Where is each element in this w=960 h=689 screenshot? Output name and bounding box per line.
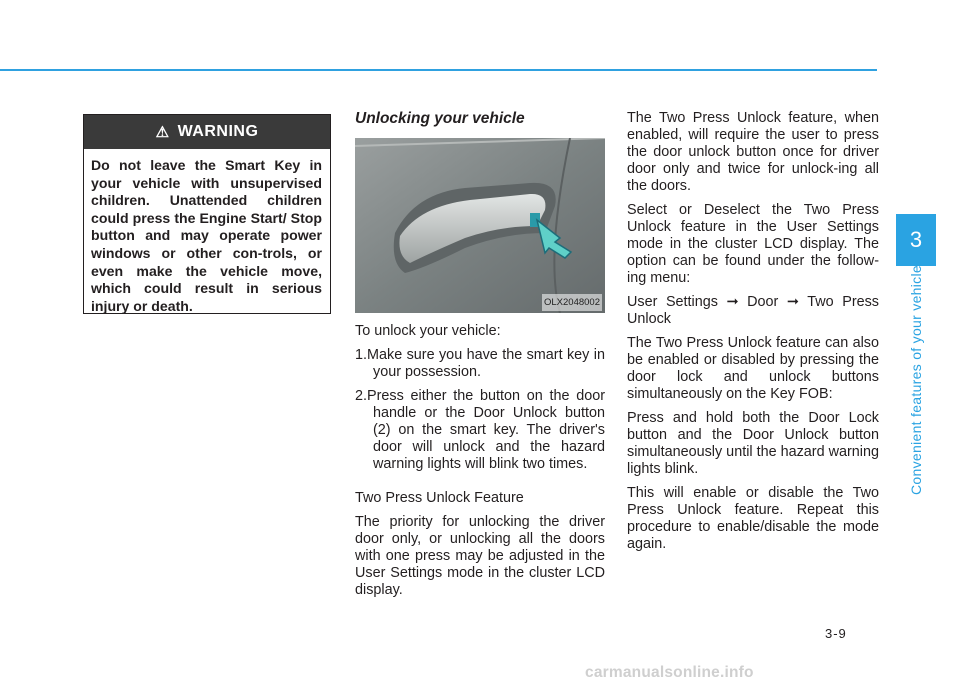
unlocking-section xyxy=(355,110,605,606)
paragraph-5: Press and hold both the Door Lock button and the Door Unlock button simultaneously until the hazard warning lights blink. xyxy=(627,410,879,477)
intro-text: To unlock your vehicle: xyxy=(355,323,501,339)
header-rule xyxy=(0,69,877,71)
page-number: 3-9 xyxy=(825,626,847,641)
two-press-unlock-column xyxy=(627,110,879,560)
door-handle-photo xyxy=(355,138,605,313)
section-title: Unlocking your vehicle xyxy=(355,110,525,127)
warning-triangle-icon: ⚠ xyxy=(155,124,170,141)
feature-heading: Two Press Unlock Feature xyxy=(355,490,524,506)
warning-text: Do not leave the Smart Key in your vehicle with unsupervised children. Unattended children could press the Engine Start/ Stop button and may operate power windows or other con-trols, or even make the vehicle move, which could result in serious injury or death. xyxy=(91,157,322,314)
warning-label: WARNING xyxy=(177,123,259,140)
chapter-tab xyxy=(896,214,936,266)
chapter-side-title: Convenient features of your vehicle xyxy=(908,265,924,495)
door-handle-illustration xyxy=(355,138,605,313)
warning-header xyxy=(84,115,330,149)
warning-box xyxy=(83,114,331,314)
paragraph-2: Select or Deselect the Two Press Unlock feature in the User Settings mode in the cluster LCD display. The option can be found under the follow-ing menu: xyxy=(627,202,879,286)
paragraph-1: The Two Press Unlock feature, when enabled, will require the user to press the door unlock button once for driver door only and twice for unlock-ing all the doors. xyxy=(627,110,879,194)
chapter-number: 3 xyxy=(909,227,923,252)
feature-text: The priority for unlocking the driver door only, or unlocking all the doors with one press may be adjusted in the User Settings mode in the cluster LCD display. xyxy=(355,514,605,598)
step-1: 1.Make sure you have the smart key in your possession. xyxy=(355,347,605,380)
step-2: 2.Press either the button on the door handle or the Door Unlock button (2) on the smart key. The driver's door will unlock and the hazard warning lights will blink two times. xyxy=(355,388,605,472)
watermark: carmanualsonline.info xyxy=(585,664,754,681)
image-caption: OLX2048002 xyxy=(542,294,602,311)
menu-path: User Settings ➞ Door ➞ Two Press Unlock xyxy=(627,294,879,327)
paragraph-6: This will enable or disable the Two Press Unlock feature. Repeat this procedure to enable/disable the mode again. xyxy=(627,485,879,552)
paragraph-4: The Two Press Unlock feature can also be enabled or disabled by pressing the door lock and unlock buttons simultaneously on the Key FOB: xyxy=(627,335,879,402)
